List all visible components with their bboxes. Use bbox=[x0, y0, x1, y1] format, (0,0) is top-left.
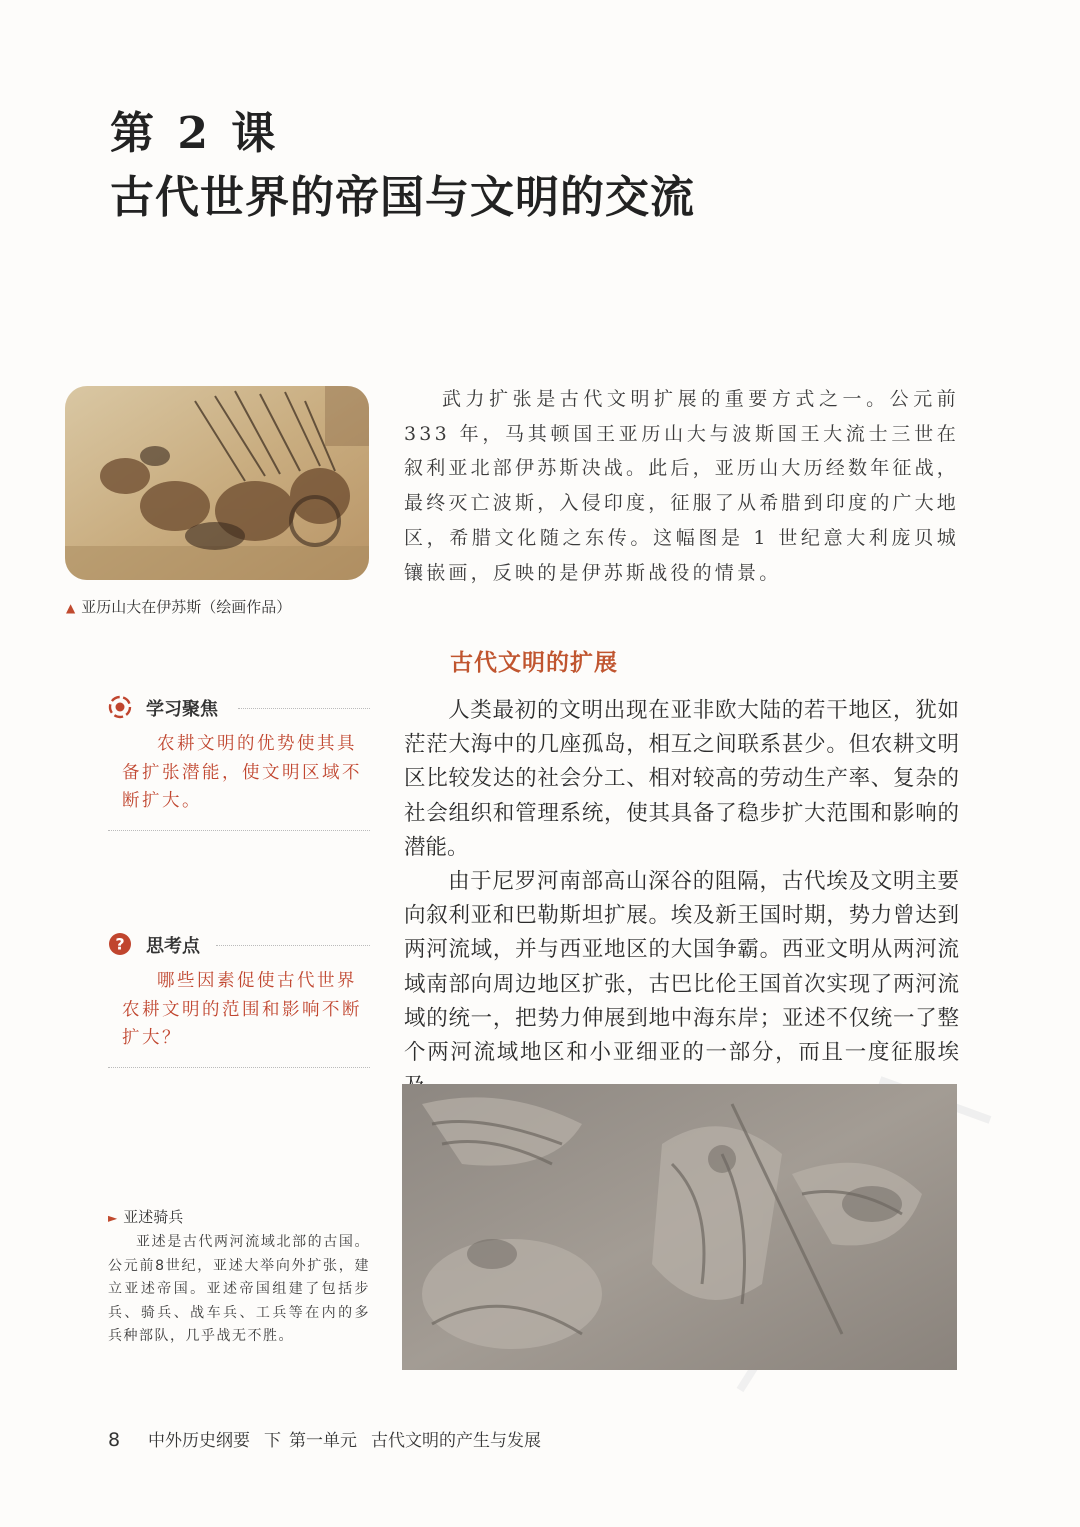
focus-text: 农耕文明的优势使其具备扩张潜能，使文明区域不断扩大。 bbox=[122, 734, 362, 811]
focus-box bbox=[108, 694, 370, 831]
painting-caption-text: 亚历山大在伊苏斯（绘画作品） bbox=[81, 598, 292, 616]
lesson-title: 古代世界的帝国与文明的交流 bbox=[110, 172, 695, 223]
svg-text:?: ? bbox=[115, 934, 125, 954]
triangle-marker-icon: ▲ bbox=[66, 601, 76, 615]
divider bbox=[238, 708, 370, 709]
intro-text: 武力扩张是古代文明扩展的重要方式之一。公元前 333 年，马其顿国王亚历山大与波斯国王大流士三世在叙利亚北部伊苏斯决战。此后，亚历山大历经数年征战，最终灭亡波斯，入侵印度，征服了从希腊到印度的广大地区，希腊文化随之东传。这幅图是 1 世纪意大利庞贝城镶嵌画，反映的是伊苏斯战役的情景。 bbox=[404, 388, 960, 584]
relief-caption-text: 亚述是古代两河流域北部的古国。公元前8世纪，亚述大举向外扩张，建立亚述帝国。亚述帝国组建了包括步兵、骑兵、战车兵、工兵等在内的多兵种部队，几乎战无不胜。 bbox=[108, 1234, 370, 1344]
unit-title: 古代文明的产生与发展 bbox=[371, 1431, 541, 1451]
relief-image bbox=[402, 1084, 957, 1370]
book-title: 中外历史纲要 bbox=[148, 1431, 250, 1451]
page-number: 8 bbox=[108, 1429, 121, 1451]
volume-label: 下 bbox=[264, 1431, 281, 1451]
relief-caption-title: 亚述骑兵 bbox=[123, 1208, 184, 1226]
painting-image bbox=[65, 386, 369, 580]
divider bbox=[108, 830, 370, 831]
page-footer bbox=[108, 1426, 541, 1451]
painting-caption bbox=[66, 596, 291, 617]
lesson-number: 第 2 课 bbox=[110, 108, 280, 159]
think-text: 哪些因素促使古代世界农耕文明的范围和影响不断扩大？ bbox=[122, 971, 362, 1048]
relief-caption bbox=[108, 1206, 370, 1349]
target-icon bbox=[108, 695, 132, 719]
focus-label: 学习聚焦 bbox=[146, 699, 218, 720]
intro-paragraph bbox=[404, 382, 959, 590]
think-label: 思考点 bbox=[146, 936, 200, 957]
body-paragraph: 由于尼罗河南部高山深谷的阻隔，古代埃及文明主要向叙利亚和巴勒斯坦扩展。埃及新王国时期，势力曾达到两河流域，并与西亚地区的大国争霸。西亚文明从两河流域南部向周边地区扩张，古巴比伦王国首次实现了两河流域的统一，把势力伸展到地中海东岸；亚述不仅统一了整个两河流域地区和小亚细亚的一部分，而且一度征服埃 bbox=[404, 869, 959, 1066]
divider bbox=[108, 1067, 370, 1068]
arrow-marker-icon: ► bbox=[108, 1211, 118, 1225]
body-paragraph: 人类最初的文明出现在亚非欧大陆的若干地区，犹如茫茫大海中的几座孤岛，相互之间联系甚少。但农耕文明区比较发达的社会分工、相对较高的劳动生产率、复杂的社会组织和管理系统，使其具备了稳步扩大范围和影响的潜能。 bbox=[404, 698, 959, 860]
section-heading: 古代文明的扩展 bbox=[450, 650, 618, 676]
unit-label: 第一单元 bbox=[289, 1431, 357, 1451]
think-box bbox=[108, 931, 370, 1068]
divider bbox=[216, 945, 370, 946]
question-icon bbox=[108, 932, 132, 956]
